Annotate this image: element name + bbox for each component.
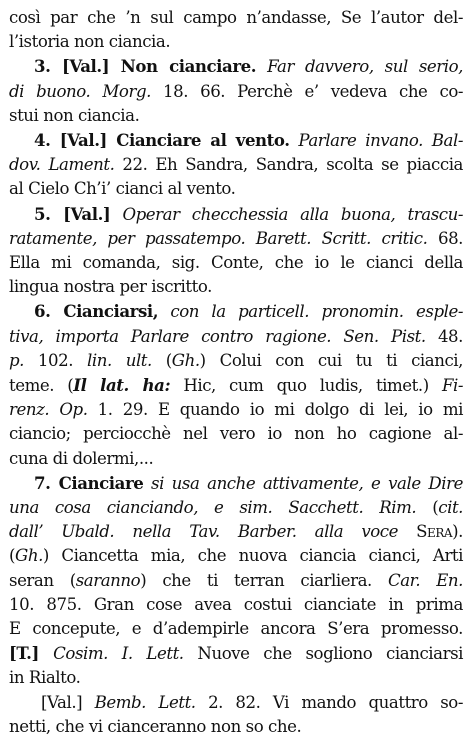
text-line [9,227,463,251]
text-run: ciancio; perciocchè nel vero io non ho cagione al- [9,424,463,444]
text-line [9,496,463,520]
text-run: [Val.] [41,692,95,712]
text-run: Cosim. I. Lett. [53,644,184,664]
text-run: in Rialto. [9,668,81,688]
text-run: 102. [24,350,87,370]
text-run: stui non ciancia. [9,105,140,125]
text-run: 6. Cianciarsi, [34,301,159,322]
text-run: p. [9,350,24,370]
text-run: con la particell. pronomin. esple- [158,302,464,322]
text-run: [T.] [9,643,54,664]
text-line [9,153,463,177]
text-run: ) che ti terran ciarliera. [140,570,388,590]
text-line [9,177,463,201]
text-line [9,569,463,593]
text-run: 68. [427,228,463,248]
text-line [9,422,463,446]
text-run: al Cielo Ch’i’ cianci al vento. [9,179,236,199]
text-run: Il lat. ha: [73,375,171,396]
text-run: così par che ’n sul campo n’andasse, Se l’autor del- [9,8,463,27]
text-line [9,325,463,349]
text-line [9,275,463,299]
text-run: renz. Op. [9,400,88,420]
text-line [9,251,463,275]
entry-5-heading [9,202,463,227]
text-run: ( [416,498,439,518]
text-run: 7. Cianciare [34,472,144,493]
text-line [9,593,463,617]
entry-3-heading [9,54,463,79]
text-run: 5. [Val.] [34,203,111,224]
text-run: netti, che vi cianceranno non so che. [9,716,302,736]
text-run: una cosa cianciando, e sim. Sacchett. Rim. [9,498,417,518]
text-line [9,373,463,398]
text-run: saranno [75,570,141,590]
text-run: 1. 29. E quando io mi dolgo di lei, io mi [87,400,463,420]
text-run: Gh. [15,546,43,566]
text-line [9,349,463,373]
text-run: Nuove che sogliono cianciarsi [183,644,463,664]
text-run: Operar checchessia alla buona, trascu- [110,204,463,224]
text-run: si usa anche attivamente, e vale Dire [143,473,463,493]
text-line [9,30,463,54]
text-run: cuna di dolermi,... [9,448,154,468]
text-run: 2. 82. Vi mando quattro so- [195,692,463,712]
text-run: teme. ( [9,376,74,396]
text-run: Ella mi comanda, sig. Conte, che io le cianci della [9,253,463,273]
text-run: ( [9,546,16,566]
text-run: l’istoria non ciancia. [9,32,171,52]
text-run: dall’ Ubald. nella Tav. Barber. alla voce [9,522,399,542]
text-run: ). [452,522,463,542]
text-run: ratamente, per passatempo. Barett. Scritt. critic. [9,228,428,248]
text-line [9,691,463,715]
text-line [9,104,463,128]
text-run: cit. [438,498,463,518]
text-run: lingua nostra per iscritto. [9,277,212,297]
text-run: Bemb. Lett. [94,692,196,712]
text-run: lin. ult. [87,350,152,370]
text-run: 10. 875. Gran cose avea costui cianciate in prima [9,594,463,614]
text-run: E concepute, e d’adempirle ancora S’era promesso. [9,619,463,639]
text-run: tiva, importa Parlare contro ragione. Sen. Pist. [9,326,426,346]
text-run: 3. [Val.] Non cianciare. [34,56,257,77]
text-line [9,447,463,471]
text-run: Car. En. [387,570,463,590]
text-line [9,80,463,104]
text-run: ) Ciancetta mia, che nuova ciancia cianci, Arti [42,546,463,566]
text-line [9,666,463,690]
entry-6-heading [9,299,463,324]
text-line [9,617,463,641]
text-run: ( [151,350,172,370]
text-line [9,398,463,422]
text-run: Gh. [171,350,200,370]
text-run [398,522,416,541]
entry-4-heading [9,128,463,153]
text-run: dov. Lament. [9,155,115,175]
text-run: 48. [425,326,463,346]
text-line [9,520,463,544]
text-run: 22. Eh Sandra, Sandra, scolta se piaccia [114,155,463,175]
text-run: Fi- [441,376,464,396]
text-run: di buono. Morg. [9,81,151,101]
text-run: 4. [Val.] Cianciare al vento. [34,130,290,151]
text-run: ) Colui con cui tu ti cianci, [199,350,463,370]
text-run: Hic, cum quo ludis, timet.) [170,376,442,396]
text-line [9,6,463,30]
text-run: Sera [416,522,453,542]
text-run: Parlare invano. Bal- [289,131,464,151]
text-line [9,715,463,739]
entry-7-heading [9,471,463,496]
text-run: 18. 66. Perchè e’ vedeva che co- [150,81,464,101]
text-run: Far davvero, sul serio, [256,57,463,77]
text-line [9,641,463,666]
text-run: seran ( [9,570,76,590]
text-line [9,544,463,568]
